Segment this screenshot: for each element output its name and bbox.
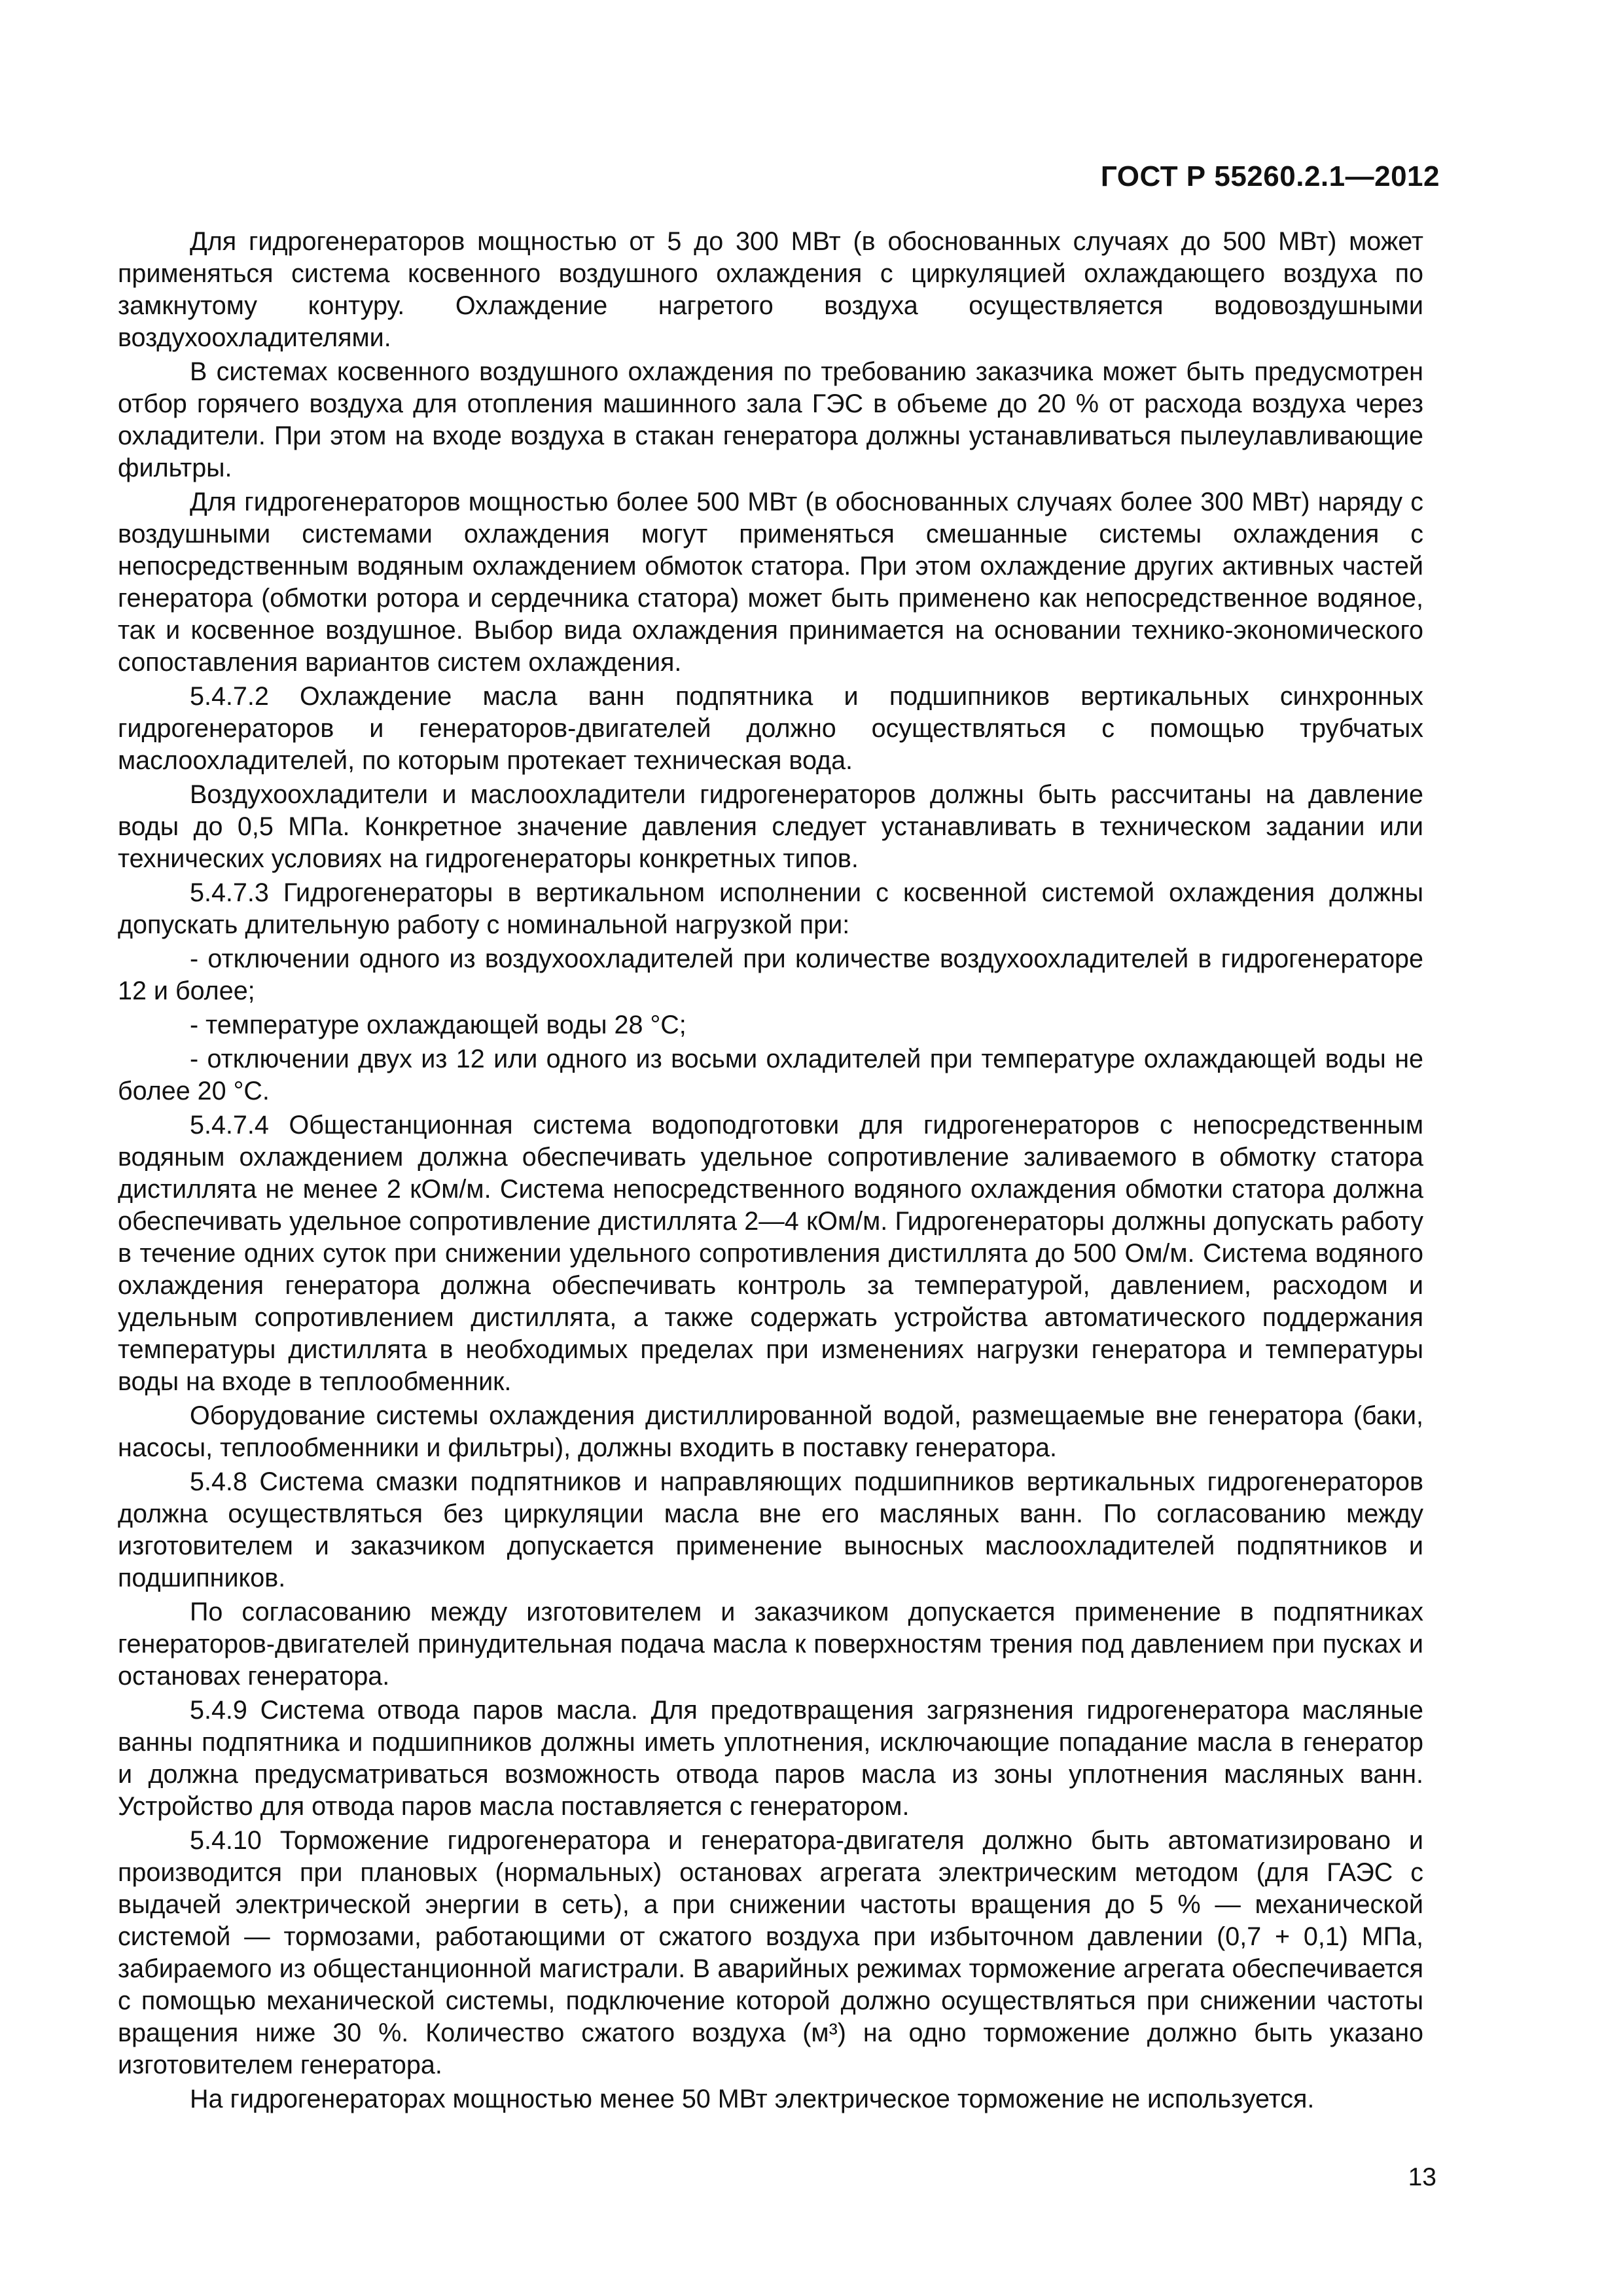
paragraph: Для гидрогенераторов мощностью от 5 до 300 МВт (в обоснованных случаях до 500 МВт) может применяться система косвенного воздушного охлаждения с циркуляцией охлаждающего воздуха по замкнутому контуру. Охлаждение нагретого воздуха осуществляется водовоздушными воздухоохладителями. <box>118 227 1423 352</box>
paragraph: 5.4.8 Система смазки подпятников и направляющих подшипников вертикальных гидрогенераторов должна осуществляться без циркуляции масла вне его масляных ванн. По согласованию между изготовителем и заказчиком допускается применение выносных маслоохладителей подпятников и подшипников. <box>118 1467 1423 1592</box>
paragraph: 5.4.7.2 Охлаждение масла ванн подпятника и подшипников вертикальных синхронных гидрогенераторов и генераторов-двигателей должно осуществляться с помощью трубчатых маслоохладителей, по которым протекает техническая вода. <box>118 682 1423 775</box>
paragraph: Для гидрогенераторов мощностью более 500 МВт (в обоснованных случаях более 300 МВт) наряду с воздушными системами охлаждения могут применяться смешанные системы охлаждения с непосредственным водяным охлаждением обмоток статора. При этом охлаждение других активных частей генератора (обмотки ротора и сердечника статора) может быть применено как непосредственное водяное, так и косвенное воздушное. Выбор вида охлаждения принимается на основании технико-экономического сопоставления вариантов систем охлаждения. <box>118 488 1423 677</box>
page-number: 13 <box>1408 2163 1436 2191</box>
paragraph: 5.4.7.4 Общестанционная система водоподготовки для гидрогенераторов с непосредственным водяным охлаждением должна обеспечивать удельное сопротивление заливаемого в обмотку статора дистиллята не менее 2 кОм/м. Система непосредственного водяного охлаждения обмотки статора должна обеспечивать удельное сопротивление дистиллята 2—4 кОм/м. Гидрогенераторы должны допускать работу в течение одних суток при снижении удельного сопротивления дистиллята до 500 Ом/м. Система водяного охлаждения генератора должна обеспечивать контроль за температурой, давлением, расходом и удельным сопротивлением дистиллята, а также содержать устройства автоматического поддержания температуры дистиллята в необходимых пределах при изменениях нагрузки генератора и температуры воды на входе в теплообменник. <box>118 1111 1423 1396</box>
paragraph: По согласованию между изготовителем и заказчиком допускается применение в подпятниках генераторов-двигателей принудительная подача масла к поверхностям трения под давлением при пусках и остановах генератора. <box>118 1598 1423 1691</box>
paragraph: 5.4.7.3 Гидрогенераторы в вертикальном исполнении с косвенной системой охлаждения должны допускать длительную работу с номинальной нагрузкой при: <box>118 878 1423 939</box>
list-item: - температуре охлаждающей воды 28 °С; <box>190 1011 687 1039</box>
body-text <box>118 226 1423 2117</box>
paragraph: Оборудование системы охлаждения дистиллированной водой, размещаемые вне генератора (баки, насосы, теплообменники и фильтры), должны входить в поставку генератора. <box>118 1401 1423 1462</box>
standard-designation: ГОСТ Р 55260.2.1—2012 <box>1100 160 1440 192</box>
list-item: - отключении одного из воздухоохладителей при количестве воздухоохладителей в гидрогенераторе 12 и более; <box>118 944 1423 1005</box>
paragraph: На гидрогенераторах мощностью менее 50 МВт электрическое торможение не используется. <box>190 2085 1315 2113</box>
paragraph: В системах косвенного воздушного охлаждения по требованию заказчика может быть предусмотрен отбор горячего воздуха для отопления машинного зала ГЭС в объеме до 20 % от расхода воздуха через охладители. При этом на входе воздуха в стакан генератора должны устанавливаться пылеулавливающие фильтры. <box>118 357 1423 482</box>
paragraph: 5.4.9 Система отвода паров масла. Для предотвращения загрязнения гидрогенератора масляные ванны подпятника и подшипников должны иметь уплотнения, исключающие попадание масла в генератор и должна предусматриваться возможность отвода паров масла из зоны уплотнения масляных ванн. Устройство для отвода паров масла поставляется с генератором. <box>118 1696 1423 1821</box>
list-item: - отключении двух из 12 или одного из восьми охладителей при температуре охлаждающей воды не более 20 °С. <box>118 1045 1423 1105</box>
paragraph: 5.4.10 Торможение гидрогенератора и генератора-двигателя должно быть автоматизировано и производится при плановых (нормальных) остановах агрегата электрическим методом (для ГАЭС с выдачей электрической энергии в сеть), а при снижении частоты вращения до 5 % — механической системой — тормозами, работающими от сжатого воздуха при избыточном давлении (0,7 + 0,1) МПа, забираемого из общестанционной магистрали. В аварийных режимах торможение агрегата обеспечивается с помощью механической системы, подключение которой должно осуществляться при снижении частоты вращения ниже 30 %. Количество сжатого воздуха (м³) на одно торможение должно быть указано изготовителем генератора. <box>118 1826 1423 2079</box>
paragraph: Воздухоохладители и маслоохладители гидрогенераторов должны быть рассчитаны на давление воды до 0,5 МПа. Конкретное значение давления следует устанавливать в техническом задании или технических условиях на гидрогенераторы конкретных типов. <box>118 780 1423 873</box>
